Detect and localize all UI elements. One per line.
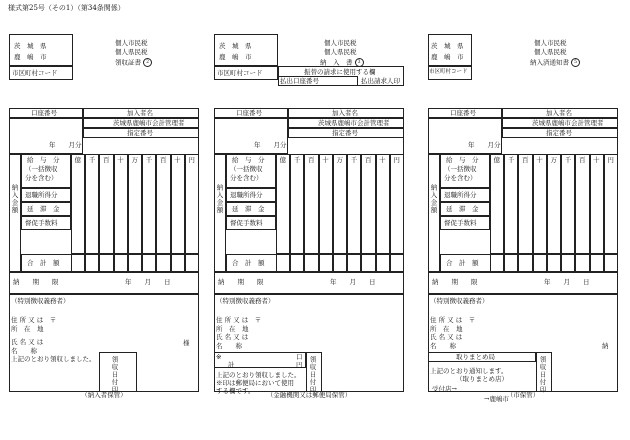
designated-label: 指定番号 (546, 129, 572, 137)
sama-label: 様 (183, 339, 190, 347)
copy-number-badge: 3 (355, 58, 364, 67)
digit-label: 千 (88, 156, 96, 164)
kome-label: ※ (216, 353, 222, 361)
account-no-label: 口座番号 (236, 109, 262, 117)
name-label-2: 名 称 (430, 342, 456, 350)
digit-column (304, 154, 318, 272)
pref-label: 茨 城 県 (14, 42, 47, 50)
digit-label: 万 (336, 156, 343, 164)
footer-3: （市保管） (506, 391, 540, 399)
pref-label: 茨 城 県 (219, 42, 252, 50)
digit-label: 千 (350, 156, 358, 164)
tax-line-1: 個人市民税 (115, 39, 148, 47)
address-label-2: 所 在 地 (216, 325, 249, 333)
digit-column (533, 154, 547, 272)
city-label: 鹿 嶋 市 (219, 53, 252, 61)
deadline-ymd: 年 月 日 (125, 278, 171, 286)
salary-sub2: 分を含む） (25, 174, 58, 182)
digit-column (547, 154, 561, 272)
digit-column (490, 154, 504, 272)
doc-title (530, 58, 580, 67)
salary-sub1: （一括徴収 (25, 165, 58, 173)
tax-line-2: 個人県民税 (324, 48, 357, 56)
digit-label: 百 (159, 156, 167, 164)
digit-column (347, 154, 361, 272)
delay-label: 延 滞 金 (446, 205, 479, 213)
digit-column (390, 154, 404, 272)
fee-label: 督促手数料 (230, 219, 263, 227)
to-city-label: →鹿嶋市 (484, 395, 509, 403)
tax-line-2: 個人県民税 (115, 48, 148, 56)
tax-line-1: 個人市民税 (534, 39, 567, 47)
obligor-label: （特別徴収義務者） (11, 297, 70, 305)
designated-label: 指定番号 (127, 129, 153, 137)
transfer-acct-label: 払出口座番号 (280, 77, 319, 85)
header-box (428, 34, 472, 66)
received-note: 上記のとおり領収しました。 (11, 355, 96, 363)
header-box (214, 34, 278, 66)
year-month-label: 年 月分 (49, 141, 82, 149)
digit-column (319, 154, 333, 272)
total-label: 合 計 額 (232, 259, 265, 267)
address-label-1: 住 所 又 は 〒 (11, 316, 57, 324)
salary-label: 給 与 分 (446, 156, 479, 164)
name-label-2: 名 称 (11, 347, 37, 355)
note-line-1: ※印は郵便局において使用 (216, 379, 294, 387)
digit-label: 十 (117, 156, 124, 164)
digit-column (85, 154, 99, 272)
kome-mouth: 口 (296, 353, 303, 361)
digit-label: 千 (507, 156, 515, 164)
digit-label: 億 (279, 156, 287, 164)
city-label: 鹿 嶋 市 (14, 53, 47, 61)
digit-label: 百 (522, 156, 529, 164)
digit-column (575, 154, 589, 272)
deadline-label: 納 期 限 (13, 278, 59, 286)
note-line-2: する欄です。 (216, 387, 255, 395)
digit-column (114, 154, 128, 272)
address-label-1: 住 所 又 は 〒 (216, 316, 262, 324)
obligor-label: （特別徴収義務者） (430, 297, 489, 305)
name-label-2: 名 称 (216, 342, 242, 350)
doc-title (115, 58, 152, 67)
tax-line-2: 個人県民税 (534, 48, 567, 56)
total-label: 合 計 額 (27, 259, 60, 267)
digit-column (504, 154, 518, 272)
salary-sub1: （一括徴収 (230, 165, 263, 173)
tax-line-1: 個人市民税 (324, 39, 357, 47)
salary-sub2: 分を含む） (444, 174, 477, 182)
digit-label: 円 (188, 156, 195, 164)
digit-label: 千 (564, 156, 572, 164)
digit-label: 十 (536, 156, 543, 164)
digit-column (518, 154, 532, 272)
digit-column (361, 154, 375, 272)
address-label-2: 所 在 地 (430, 325, 463, 333)
receipt-stamp-label: 領収日付印 (308, 356, 317, 394)
name-label-1: 氏 名 又 は (430, 333, 463, 341)
kome-yen: 円 (296, 361, 303, 369)
name-label-1: 氏 名 又 は (11, 338, 44, 346)
digit-label: 百 (103, 156, 110, 164)
digit-label: 十 (593, 156, 600, 164)
muni-code-label: 市区町村コード (217, 69, 263, 77)
pref-label: 茨 城 県 (431, 42, 464, 50)
digit-label: 百 (578, 156, 586, 164)
digit-label: 十 (322, 156, 329, 164)
accept-label: 受付店→ (432, 385, 457, 393)
digit-label: 億 (74, 156, 82, 164)
account-no-label: 口座番号 (450, 109, 476, 117)
salary-label: 給 与 分 (27, 156, 60, 164)
digit-column (71, 154, 85, 272)
slip-payment (214, 34, 404, 396)
digit-column (185, 154, 199, 272)
nonyu-kingaku-label: 納入金額 (215, 184, 224, 214)
received-note: 上記のとおり領収しました。 (216, 371, 301, 379)
doc-title-text: 納 入 書 (320, 58, 353, 67)
retire-label: 退職所得分 (230, 191, 263, 199)
digit-column (142, 154, 156, 272)
digit-label: 円 (393, 156, 400, 164)
year-month-label: 年 月分 (254, 141, 287, 149)
digit-label: 千 (293, 156, 301, 164)
digit-label: 万 (131, 156, 138, 164)
delay-label: 延 滞 金 (27, 205, 60, 213)
total-label: 合 計 額 (446, 259, 479, 267)
slip-notice (428, 34, 618, 403)
deadline-ymd: 年 月 日 (330, 278, 376, 286)
doc-title-text: 領収証書 (115, 58, 141, 67)
payee-name: 茨城県鹿嶋市会計管理者 (532, 119, 604, 127)
collector-paren: （取りまとめ店） (456, 375, 508, 383)
deadline-ymd: 年 月 日 (544, 278, 590, 286)
digit-column (333, 154, 347, 272)
obligor-label: （特別徴収義務者） (216, 297, 275, 305)
payee-name: 茨城県鹿嶋市会計管理者 (113, 119, 185, 127)
retire-label: 退職所得分 (25, 191, 58, 199)
digit-column (376, 154, 390, 272)
form-title: 様式第25号（その1）（第34条関係） (8, 4, 125, 12)
name-label-1: 氏 名 又 は (216, 333, 249, 341)
digit-column (604, 154, 618, 272)
digit-label: 十 (174, 156, 181, 164)
doc-title-text: 納入済通知書 (530, 58, 569, 67)
slip-receipt (9, 34, 199, 396)
deadline-label: 納 期 限 (218, 278, 264, 286)
payee-label: 加入者名 (546, 109, 572, 117)
receipt-stamp-label: 領収日付印 (110, 356, 119, 394)
year-month-label: 年 月分 (468, 141, 501, 149)
delay-label: 延 滞 金 (232, 205, 265, 213)
digit-label: 円 (607, 156, 614, 164)
salary-sub1: （一括徴収 (444, 165, 477, 173)
address-label-2: 所 在 地 (11, 325, 44, 333)
receipt-stamp-label: 領収日付印 (538, 356, 547, 394)
name-suffix: 納 (602, 342, 609, 350)
account-no-label: 口座番号 (31, 109, 57, 117)
address-label-1: 住 所 又 は 〒 (430, 316, 476, 324)
city-label: 鹿 嶋 市 (431, 53, 464, 61)
digit-column (561, 154, 575, 272)
transfer-title: 振替の請求に使用する欄 (304, 68, 376, 76)
muni-code-label: 市区町村コード (12, 69, 58, 77)
collector-label: 取りまとめ局 (456, 353, 495, 361)
digit-label: 万 (550, 156, 557, 164)
notified-note: 上記のとおり通知します。 (430, 367, 508, 375)
footer-2: （金融機関又は郵便局保管） (266, 391, 352, 399)
digit-label: 十 (379, 156, 386, 164)
digit-column (156, 154, 170, 272)
digit-column (171, 154, 185, 272)
digit-column (276, 154, 290, 272)
footer-1: （納入者保管） (81, 391, 127, 399)
salary-sub2: 分を含む） (230, 174, 263, 182)
fee-label: 督促手数料 (25, 219, 58, 227)
fee-label: 督促手数料 (444, 219, 477, 227)
deadline-label: 納 期 限 (432, 278, 478, 286)
designated-label: 指定番号 (332, 129, 358, 137)
digit-label: 百 (364, 156, 372, 164)
digit-column (290, 154, 304, 272)
copy-number-badge: 2 (143, 58, 152, 67)
payee-label: 加入者名 (127, 109, 153, 117)
digit-column (128, 154, 142, 272)
header-box (9, 34, 73, 66)
copy-number-badge: 5 (571, 58, 580, 67)
transfer-seal-label: 払出請求人印 (361, 77, 400, 85)
digit-label: 千 (145, 156, 153, 164)
kome-kei: 計 (228, 361, 235, 369)
nonyu-kingaku-label: 納入金額 (10, 184, 19, 214)
digit-column (99, 154, 113, 272)
digit-label: 百 (308, 156, 315, 164)
payee-label: 加入者名 (332, 109, 358, 117)
digit-label: 億 (493, 156, 501, 164)
digit-column (590, 154, 604, 272)
payee-name: 茨城県鹿嶋市会計管理者 (318, 119, 390, 127)
nonyu-kingaku-label: 納入金額 (429, 184, 438, 214)
retire-label: 退職所得分 (444, 191, 477, 199)
muni-code-label: 市区町村コード (429, 69, 468, 75)
salary-label: 給 与 分 (232, 156, 265, 164)
